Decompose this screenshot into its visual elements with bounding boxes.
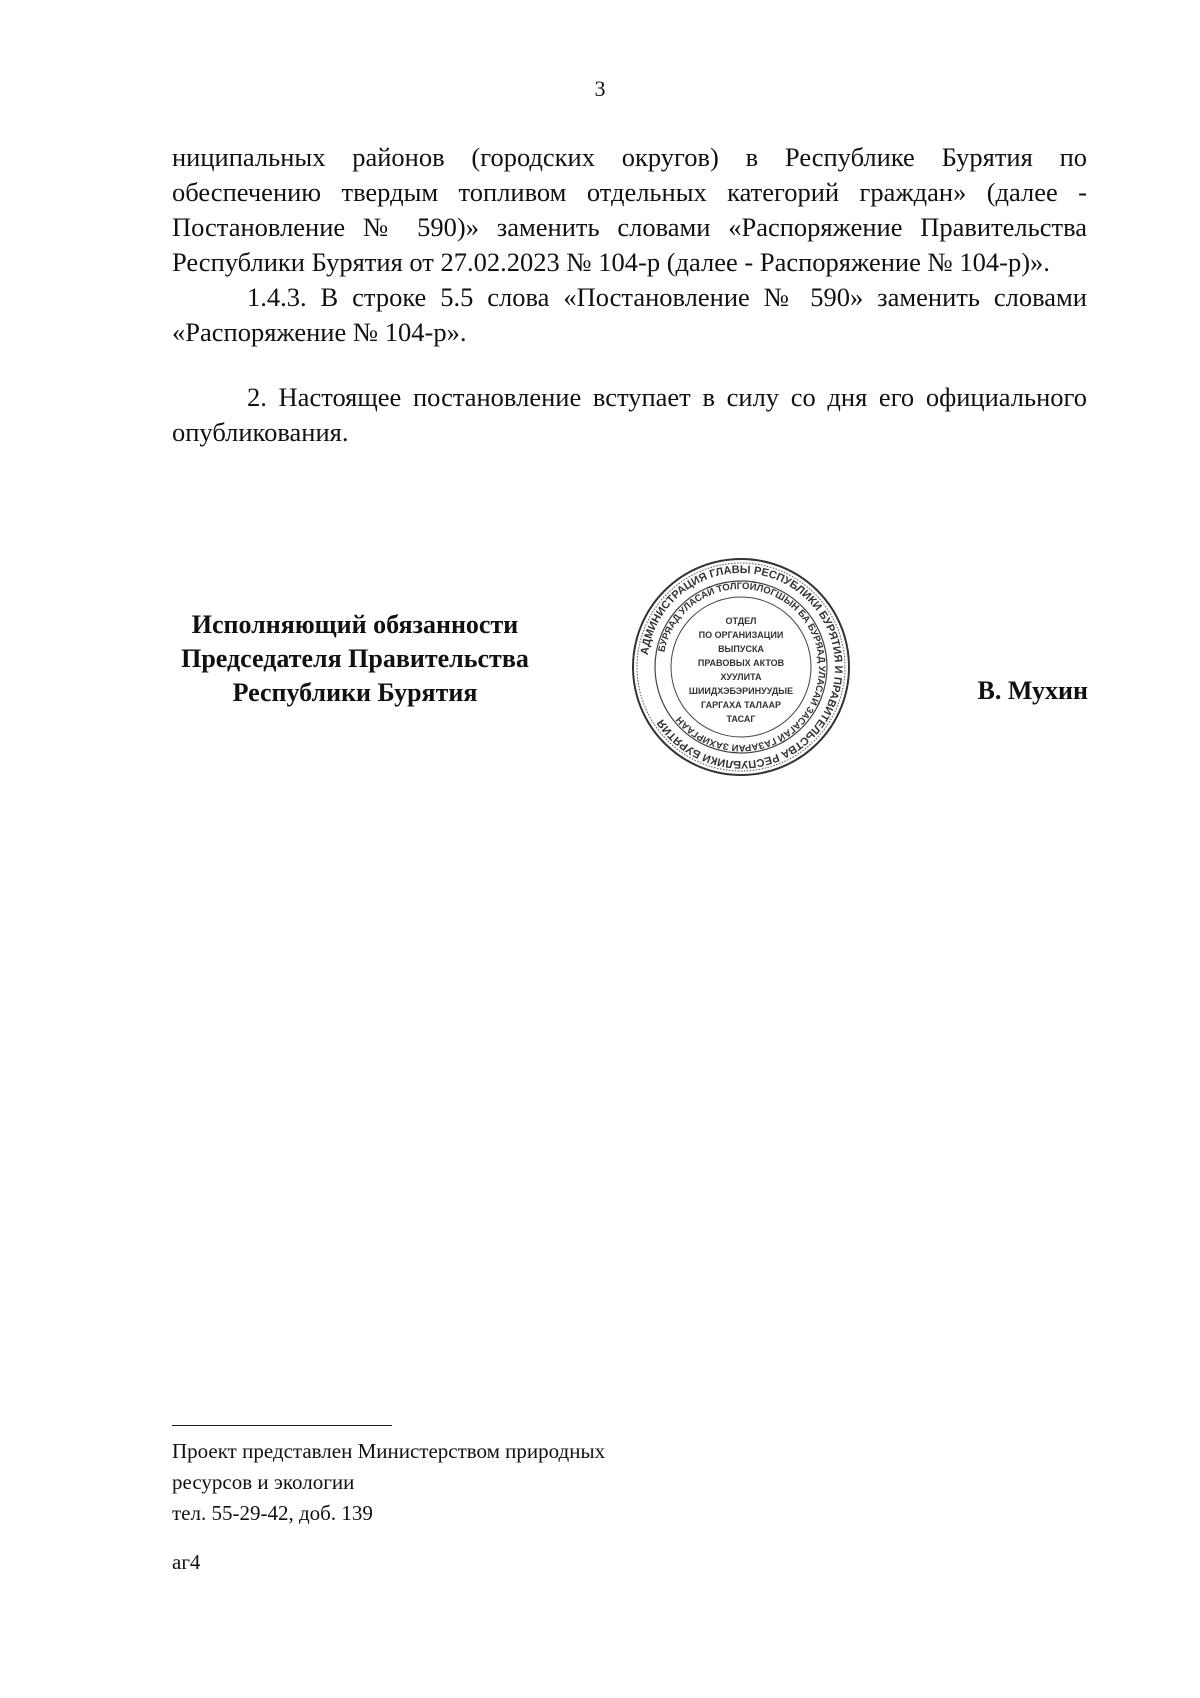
- footnote-line: Проект представлен Министерством природных: [172, 1439, 606, 1463]
- document-code: аг4: [172, 1550, 201, 1574]
- stamp-center-line: ОТДЕЛ: [725, 616, 757, 626]
- stamp-center-line: ХУУЛИТА: [720, 672, 762, 682]
- paragraph-1-4-3: 1.4.3. В строке 5.5 слова «Постановление № 590» заменить словами «Распоряжение № 104-р».: [172, 282, 1087, 347]
- footnote-line: тел. 55-29-42, доб. 139: [172, 1501, 373, 1525]
- stamp-center-line: ШИИДХЭБЭРИНУУДЫЕ: [688, 686, 794, 696]
- signatory-title-line: Председателя Правительства: [181, 644, 529, 673]
- stamp-center-line: ПО ОРГАНИЗАЦИИ: [698, 630, 784, 640]
- stamp-center-line: ПРАВОВЫХ АКТОВ: [697, 658, 785, 668]
- signatory-title-line: Республики Бурятия: [232, 678, 478, 707]
- stamp-outer-text: АДМИНИСТРАЦИЯ ГЛАВЫ РЕСПУБЛИКИ БУРЯТИЯ И ПРАВИТЕЛЬСТВА РЕСПУБЛИКИ БУРЯТИЯ: [638, 563, 845, 771]
- footnote: [172, 1436, 605, 1529]
- signatory-title: [150, 608, 560, 710]
- footnote-divider: [172, 1425, 392, 1426]
- signatory-title-line: Исполняющий обязанности: [191, 610, 519, 639]
- page-number: 3: [594, 76, 606, 101]
- official-stamp: [630, 556, 852, 778]
- paragraph-2: 2. Настоящее постановление вступает в силу со дня его официального опубликования.: [172, 382, 1087, 447]
- stamp-center-line: ТАСАГ: [726, 714, 756, 724]
- document-body: [172, 140, 1087, 450]
- stamp-center-line: ГАРГАХА ТАЛААР: [701, 700, 781, 710]
- signer-name: В. Мухин: [977, 676, 1088, 705]
- paragraph-continuation: ниципальных районов (городских округов) в Республике Бурятия по обеспечению твердым топливом отдельных категорий граждан» (далее - Постановление № 590)» заменить словами «Распоряжение Правительства Республики Бурятия от 27.02.2023 № 104-р (далее - Распоряжение № 104-р)».: [172, 142, 1087, 277]
- stamp-inner-text: БУРЯАД УЛАСАЙ ТОЛГОЙЛОГШЫН БА БУРЯАД УЛАСАЙ ЗАСАГАЙ ГАЗАРАЙ ЗАХИРГААН: [656, 580, 828, 754]
- footnote-line: ресурсов и экологии: [172, 1470, 355, 1494]
- stamp-center-line: ВЫПУСКА: [718, 644, 764, 654]
